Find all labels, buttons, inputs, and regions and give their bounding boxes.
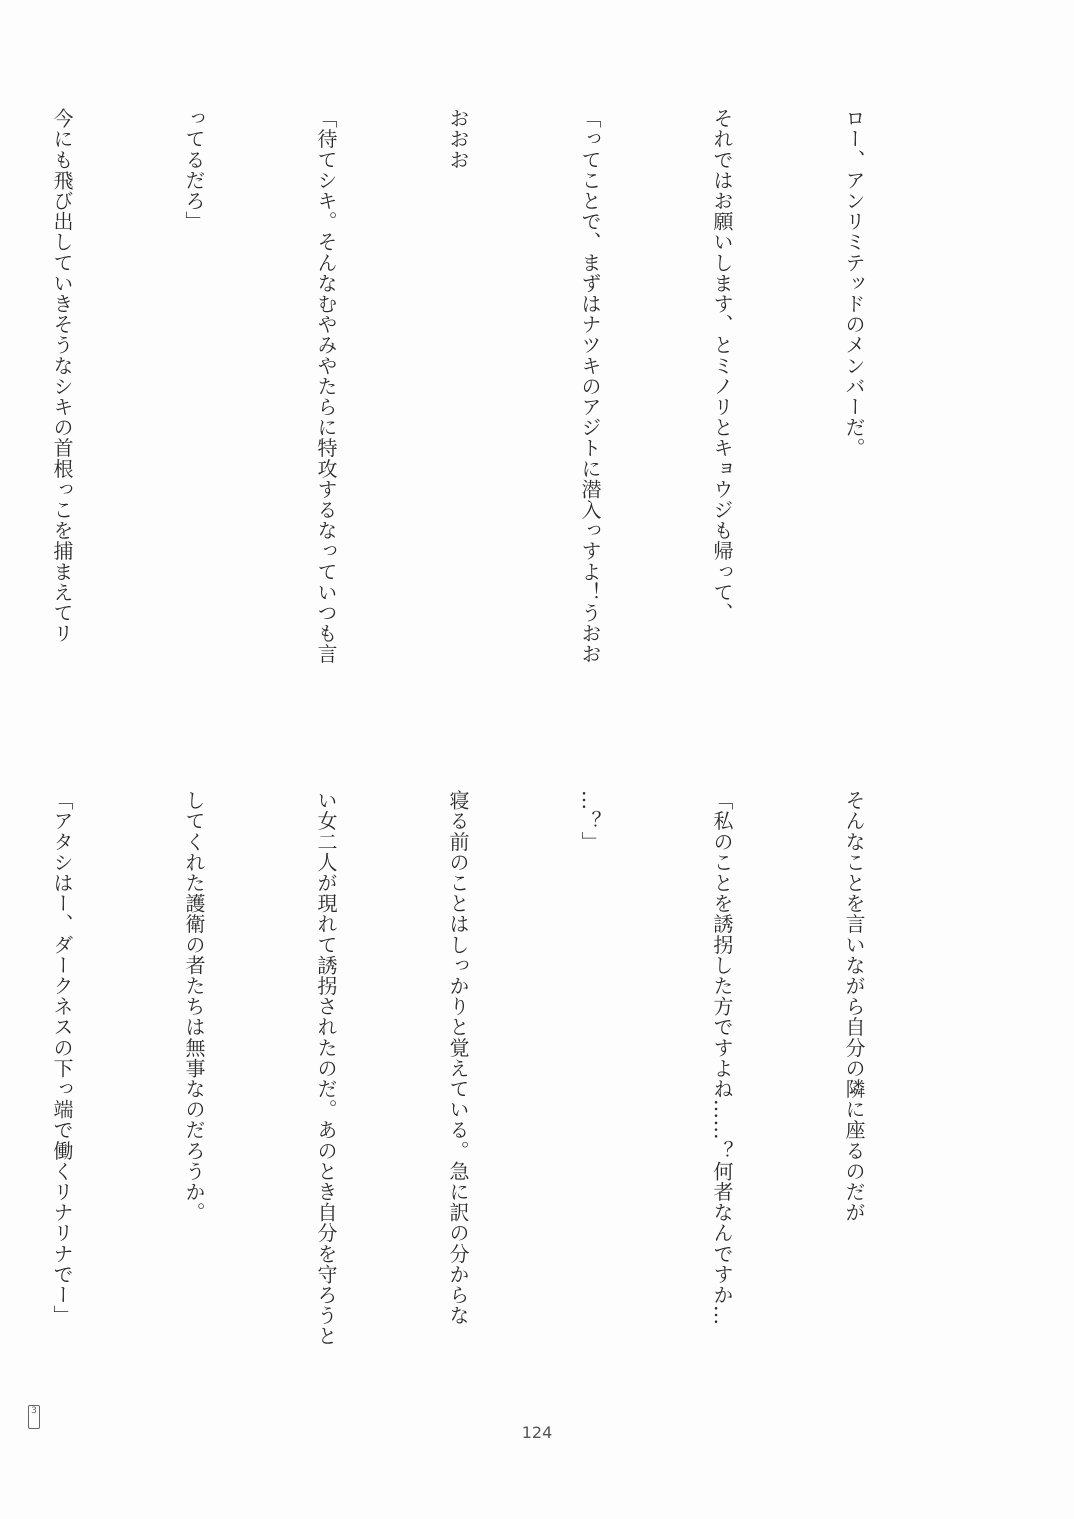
text-line: それではお願いします、とミノリとキョウジも帰って、 — [710, 108, 734, 623]
page-number: 124 — [521, 1423, 553, 1442]
text-line: 「ってことで、まずはナツキのアジトに潜入っすよ！うおお — [578, 108, 602, 665]
text-line: おおお — [446, 108, 470, 170]
text-line: 「待てシキ。そんなむやみやたらに特攻するなっていつも言 — [314, 108, 338, 665]
text-line: ってるだろ」 — [182, 108, 206, 232]
text-line: そんなことを言いながら自分の隣に座るのだが — [842, 790, 866, 1223]
text-line: 今にも飛び出していきそうなシキの首根っこを捕まえてリ — [50, 108, 74, 644]
side-mark: 3 — [28, 1405, 40, 1429]
lower-text-block — [50, 790, 964, 1350]
text-line: い女二人が現れて誘拐されたのだ。あのとき自分を守ろうと — [314, 790, 338, 1347]
text-line: 「アタシはー、ダークネスの下っ端で働くリナリナでー」 — [50, 790, 74, 1326]
text-line: ロー、アンリミテッドのメンバーだ。 — [842, 108, 866, 459]
upper-text-block — [50, 108, 964, 708]
text-line: 「私のことを誘拐した方ですよね……？何者なんですか… — [710, 790, 734, 1326]
text-line: してくれた護衛の者たちは無事なのだろうか。 — [182, 790, 206, 1223]
text-line: 寝る前のことはしっかりと覚えている。急に訳の分からな — [446, 790, 470, 1326]
text-line: …？」 — [578, 790, 602, 852]
